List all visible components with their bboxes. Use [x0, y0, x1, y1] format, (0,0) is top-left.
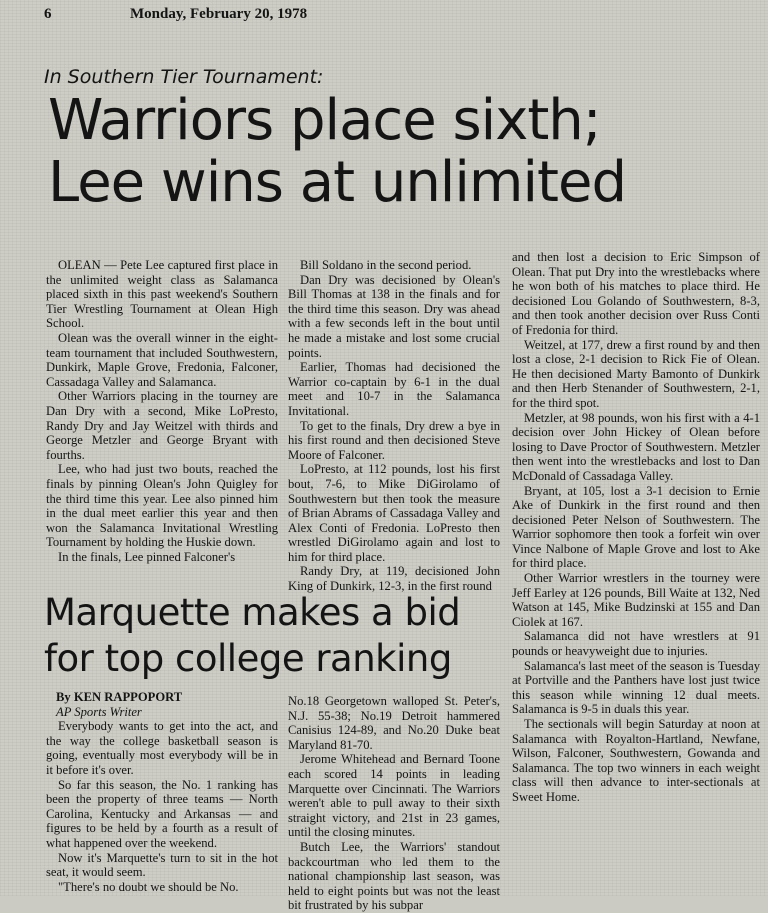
publication-date: Monday, February 20, 1978 — [130, 6, 308, 22]
paragraph: Everybody wants to get into the act, and the way the college basketball season is going, eventually most everybody will be in it before it's over. — [46, 719, 278, 777]
paragraph: The sectionals will begin Saturday at noon at Salamanca with Royalton-Hartland, Newfane, Wilson, Falconer, Southwestern, Gowanda and Salamanca. The top two winners in each weight class will then advance to inter-sectionals at Sweet Home. — [512, 717, 760, 804]
paragraph: Earlier, Thomas had decisioned the Warrior co-captain by 6-1 in the dual meet and 10-7 in the Salamanca Invitational. — [288, 360, 500, 418]
paragraph: Butch Lee, the Warriors' standout backcourtman who led them to the national championship last season, was held to eight points but was not the least bit frustrated by his subpar — [288, 839, 500, 913]
paragraph: Salamanca did not have wrestlers at 91 pounds or heavyweight due to injuries. — [512, 629, 760, 659]
paragraph: LoPresto, at 112 pounds, lost his first bout, 7-6, to Mike DiGirolamo of Southwestern but then took the measure of Brian Abrams of Cassadaga Valley and Alex Conti of Fredonia. LoPresto then wrestled DiGirolamo again and lost to him for third place. — [288, 462, 500, 564]
paragraph: No.18 Georgetown walloped St. Peter's, N.J. 55-38; No.19 Detroit hammered Canisius 124-89, and No.20 Duke beat Maryland 81-70. — [288, 694, 500, 752]
paragraph: So far this season, the No. 1 ranking has been the property of three teams — North Carolina, Kentucky and Arkansas — and figures to be held by a fourth as a result of what happened over the weekend. — [46, 777, 278, 850]
article2-byline: By KEN RAPPOPORT — [56, 690, 183, 704]
paragraph: Dan Dry was decisioned by Olean's Bill Thomas at 138 in the finals and for the third time this season. Dry was ahead with a few seconds left in the bout until he made a mistake and lost some crucial points. — [288, 272, 500, 360]
article1-kicker: In Southern Tier Tournament: — [44, 66, 324, 88]
paragraph: Lee, who had just two bouts, reached the finals by pinning Olean's John Quigley for the third time this year. Lee also pinned him in the dual meet earlier this year and then won the Salamanca Invitational Wrestling Tournament by holding the Huskie down. — [46, 462, 278, 550]
article2-column2 — [288, 694, 500, 913]
article2-headline-line2: for top college ranking — [44, 637, 452, 680]
paragraph: Jerome Whitehead and Bernard Toone each scored 14 points in leading Marquette over Cincinnati. The Warriors weren't able to pull away to their sixth straight victory, and 21st in 23 games, until the closing minutes. — [288, 752, 500, 840]
article2-headline — [44, 590, 504, 682]
paragraph: Weitzel, at 177, drew a first round by and then lost a close, 2-1 decision to Rick Fie of Olean. He then decisioned Marty Bamonto of Dunkirk and then Herb Stenander of Southwestern, 2-1, for the third spot. — [512, 337, 760, 410]
paragraph: Bryant, at 105, lost a 3-1 decision to Ernie Ake of Dunkirk in the first round and then decisioned Peter Nelson of Southwestern. The Warrior sophomore then took a forfeit win over Vince Nalbone of Maple Grove and lost to Ake for third place. — [512, 483, 760, 571]
paragraph: Metzler, at 98 pounds, won his first with a 4-1 decision over John Hickey of Olean before losing to Dave Proctor of Southwestern. Metzler then went into the wrestlebacks and lost to Dan McDonald of Cassadaga Valley. — [512, 410, 760, 483]
page-header — [0, 6, 768, 36]
paragraph: Other Warrior wrestlers in the tourney were Jeff Earley at 126 pounds, Bill Waite at 132, Ned Watson at 145, Mike Budzinski at 155 and Dan Ciolek at 167. — [512, 571, 760, 629]
page-number: 6 — [44, 6, 52, 22]
paragraph: "There's no doubt we should be No. — [58, 879, 239, 894]
paragraph: OLEAN — Pete Lee captured first place in the unlimited weight class as Salamanca placed sixth in this past weekend's Southern Tier Wrestling Tournament at Olean High School. — [46, 258, 278, 331]
paragraph: Other Warriors placing in the tourney are Dan Dry with a second, Mike LoPresto, Randy Dry and Jay Weitzel with thirds and George Metzler and George Bryant with fourths. — [46, 389, 278, 462]
paragraph: Now it's Marquette's turn to sit in the hot seat, it would seem. — [46, 850, 278, 880]
article1-column2 — [288, 258, 500, 594]
paragraph: Salamanca's last meet of the season is Tuesday at Portville and the Panthers have lost just twice this season while winning 12 dual meets. Salamanca is 9-5 in duals this year. — [512, 658, 760, 717]
article2-byline-title: AP Sports Writer — [56, 704, 142, 719]
article2-headline-line1: Marquette makes a bid — [44, 591, 461, 634]
article2-column1 — [46, 690, 278, 896]
article1-headline-line1: Warriors place sixth; — [48, 88, 601, 153]
paragraph: Randy Dry, at 119, decisioned John King of Dunkirk, 12-3, in the first round — [288, 564, 500, 594]
article1-headline — [48, 90, 758, 214]
article1-headline-line2: Lee wins at unlimited — [48, 150, 626, 215]
article1-column3 — [512, 250, 760, 890]
paragraph: and then lost a decision to Eric Simpson of Olean. That put Dry into the wrestlebacks where he won both of his matches to place third. He decisioned Lou Golando of Southwestern, 8-3, and then took another decision over Russ Conti of Fredonia for third. — [512, 250, 760, 337]
paragraph: In the finals, Lee pinned Falconer's — [58, 549, 236, 564]
paragraph: Bill Soldano in the second period. — [300, 258, 472, 272]
paragraph: Olean was the overall winner in the eight-team tournament that included Southwestern, Dunkirk, Maple Grove, Fredonia, Falconer, Cassadaga Valley and Salamanca. — [46, 330, 278, 389]
paragraph: To get to the finals, Dry drew a bye in his first round and then decisioned Steve Moore of Falconer. — [288, 418, 500, 462]
article1-column1 — [46, 258, 278, 586]
